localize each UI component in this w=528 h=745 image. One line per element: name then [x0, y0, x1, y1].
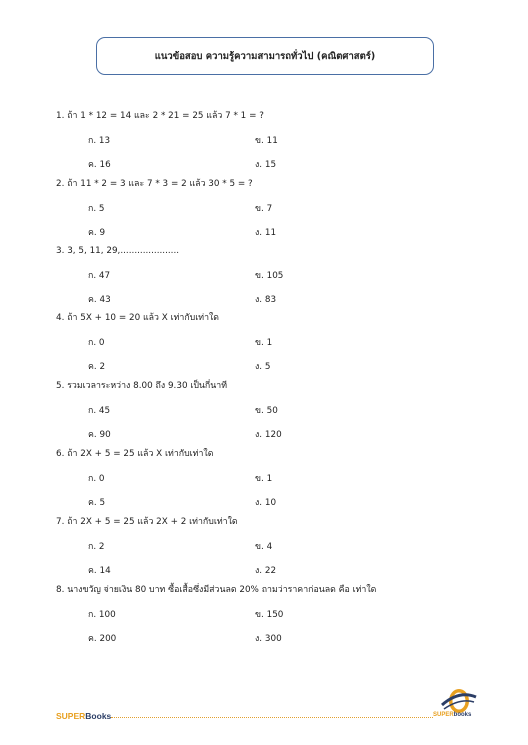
question-7 — [56, 516, 496, 575]
question-text: 8. นางขวัญ จ่ายเงิน 80 บาท ซื้อเสื้อซึ่งมีส่วนลด 20% ถามว่าราคาก่อนลด คือ เท่าใด — [56, 585, 377, 595]
option-c: ค. 200 — [88, 634, 117, 644]
question-6 — [56, 448, 496, 507]
question-2 — [56, 178, 496, 237]
option-d: ง. 22 — [255, 566, 277, 576]
option-row — [56, 292, 496, 304]
option-c: ค. 2 — [88, 362, 106, 372]
option-b: ข. 1 — [255, 338, 273, 348]
option-d: ง. 83 — [255, 295, 277, 305]
option-row — [56, 359, 496, 371]
option-a: ก. 2 — [88, 542, 105, 552]
option-b: ข. 105 — [255, 271, 284, 281]
question-text: 5. รวมเวลาระหว่าง 8.00 ถึง 9.30 เป็นกี่นาที — [56, 381, 228, 391]
question-4 — [56, 312, 496, 371]
option-a: ก. 47 — [88, 271, 111, 281]
option-row — [56, 201, 496, 213]
option-d: ง. 120 — [255, 430, 282, 440]
option-row — [56, 225, 496, 237]
option-b: ข. 1 — [255, 474, 273, 484]
option-d: ง. 5 — [255, 362, 271, 372]
option-c: ค. 16 — [88, 160, 111, 170]
question-text: 6. ถ้า 2X + 5 = 25 แล้ว X เท่ากับเท่าใด — [56, 449, 214, 459]
option-row — [56, 157, 496, 169]
question-text: 1. ถ้า 1 * 12 = 14 และ 2 * 21 = 25 แล้ว 7 * 1 = ? — [56, 111, 264, 121]
footer-dotted-line — [111, 717, 433, 718]
question-text: 7. ถ้า 2X + 5 = 25 แล้ว 2X + 2 เท่ากับเท่าใด — [56, 517, 238, 527]
question-3 — [56, 245, 496, 304]
option-a: ก. 0 — [88, 338, 105, 348]
question-1 — [56, 110, 496, 169]
question-5 — [56, 380, 496, 439]
option-c: ค. 90 — [88, 430, 111, 440]
footer-brand-books: Books — [85, 711, 112, 721]
option-row — [56, 133, 496, 145]
option-b: ข. 50 — [255, 406, 278, 416]
option-c: ค. 43 — [88, 295, 111, 305]
question-text: 4. ถ้า 5X + 10 = 20 แล้ว X เท่ากับเท่าใด — [56, 313, 220, 323]
option-row — [56, 631, 496, 643]
page-title: แนวข้อสอบ ความรู้ความสามารถทั่วไป (คณิตศาสตร์) — [154, 50, 376, 62]
option-row — [56, 607, 496, 619]
option-row — [56, 335, 496, 347]
option-b: ข. 7 — [255, 204, 273, 214]
option-a: ก. 100 — [88, 610, 116, 620]
option-d: ง. 15 — [255, 160, 277, 170]
option-row — [56, 403, 496, 415]
option-c: ค. 5 — [88, 498, 106, 508]
option-c: ค. 9 — [88, 228, 106, 238]
option-row — [56, 539, 496, 551]
logo-text — [433, 712, 471, 718]
option-row — [56, 268, 496, 280]
option-row — [56, 495, 496, 507]
option-b: ข. 4 — [255, 542, 273, 552]
option-row — [56, 563, 496, 575]
option-a: ก. 0 — [88, 474, 105, 484]
option-a: ก. 13 — [88, 136, 111, 146]
logo-text-books: books — [453, 712, 472, 718]
question-8 — [56, 584, 496, 643]
option-d: ง. 10 — [255, 498, 277, 508]
option-row — [56, 471, 496, 483]
option-d: ง. 11 — [255, 228, 277, 238]
footer-brand — [56, 711, 111, 721]
footer-brand-super: SUPER — [56, 711, 86, 721]
logo-text-super: SUPER — [433, 712, 454, 718]
option-a: ก. 45 — [88, 406, 111, 416]
option-a: ก. 5 — [88, 204, 105, 214]
question-text: 2. ถ้า 11 * 2 = 3 และ 7 * 3 = 2 แล้ว 30 * 5 = ? — [56, 179, 253, 189]
option-c: ค. 14 — [88, 566, 111, 576]
option-b: ข. 11 — [255, 136, 278, 146]
option-b: ข. 150 — [255, 610, 284, 620]
option-d: ง. 300 — [255, 634, 282, 644]
option-row — [56, 427, 496, 439]
title-box — [96, 37, 434, 75]
question-text: 3. 3, 5, 11, 29,..................... — [56, 246, 180, 256]
